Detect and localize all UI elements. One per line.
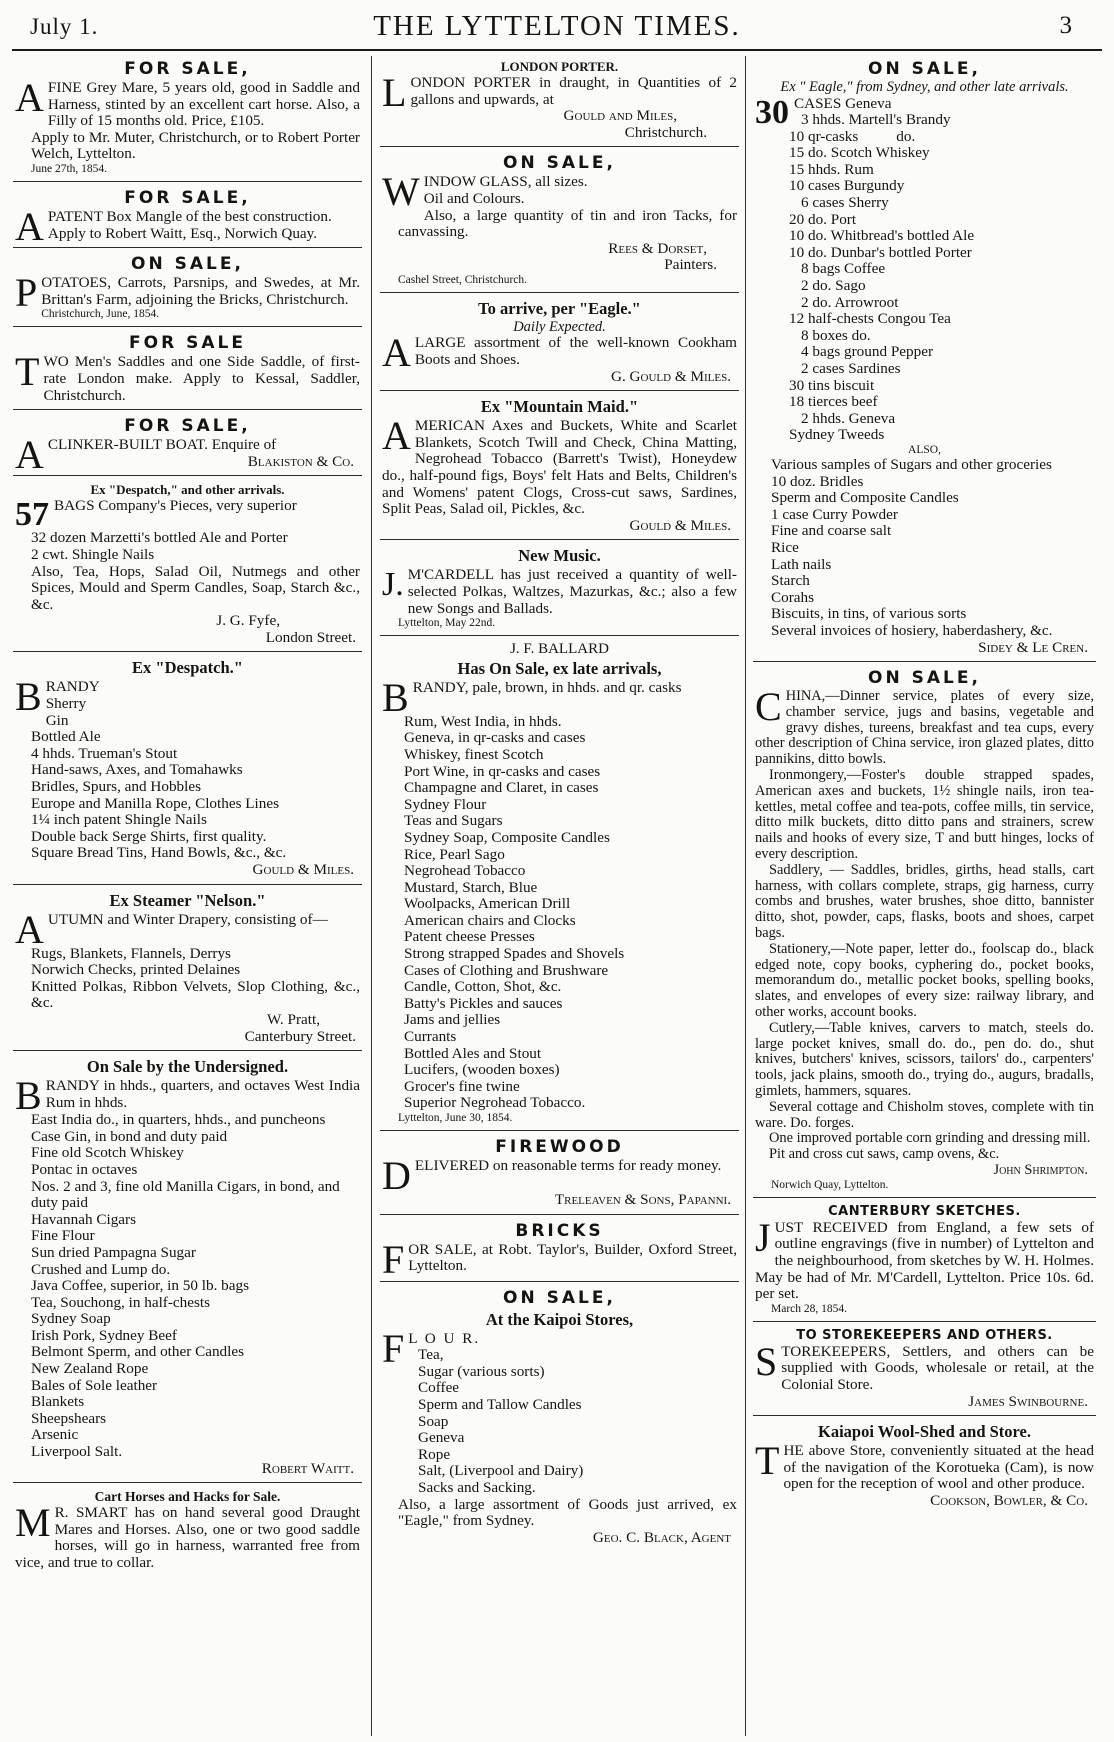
drop-cap: F bbox=[382, 1236, 405, 1282]
ad-eagle-boots bbox=[380, 296, 739, 391]
ad-canterbury-sketches bbox=[753, 1201, 1096, 1322]
list-item: Irish Pork, Sydney Beef bbox=[31, 1326, 177, 1344]
list-item: Sydney Soap, Composite Candles bbox=[404, 828, 610, 846]
list-item: Salt, (Liverpool and Dairy) bbox=[418, 1462, 584, 1480]
drop-cap: W bbox=[382, 169, 420, 215]
ad-body-2: Also, a large quantity of tin and iron Tacks, for canvassing. bbox=[398, 206, 737, 241]
list-item: Knitted Polkas, Ribbon Velvets, Slop Clothing, &c., &c. bbox=[31, 977, 360, 1012]
list-item: Nos. 2 and 3, fine old Manilla Cigars, in bond, and duty paid bbox=[31, 1177, 340, 1212]
ad-signature: Robert Waitt. bbox=[261, 1459, 354, 1477]
list-item: Rugs, Blankets, Flannels, Derrys bbox=[31, 944, 231, 962]
list-item: 6 cases Sherry bbox=[801, 194, 889, 212]
ad-heading: LONDON PORTER. bbox=[500, 59, 619, 74]
list-item: Soap bbox=[418, 1412, 449, 1430]
ad-heading: Ex "Despatch." bbox=[132, 658, 243, 678]
list-item: 10 doz. Bridles bbox=[771, 472, 864, 490]
ad-signature: John Shrimpton. bbox=[993, 1162, 1088, 1178]
ad-address: Cashel Street, Christchurch. bbox=[398, 273, 528, 286]
list-item: 2 hhds. Geneva bbox=[801, 409, 896, 427]
ad-body-2: Also, a large assortment of Goods just arrived, ex "Eagle," from Sydney. bbox=[398, 1495, 737, 1530]
list-item: Fine Flour bbox=[31, 1227, 95, 1245]
ad-heading: Cart Horses and Hacks for Sale. bbox=[94, 1489, 281, 1505]
list-item: Woolpacks, American Drill bbox=[404, 895, 571, 913]
ad-potatoes bbox=[13, 251, 362, 327]
ad-body: LARGE assortment of the well-known Cookham Boots and Shoes. bbox=[414, 334, 737, 369]
list-item: Sydney Soap bbox=[31, 1310, 111, 1328]
ad-paragraph: Stationery,—Note paper, letter do., foolscap do., black edged note, copy books, cyphering do., pocket books, memorandum do., metallic pocket books, spelling books, slates, and envelopes of every size: railway library, and other works, account books. bbox=[755, 940, 1094, 1021]
list-item: Europe and Manilla Rope, Clothes Lines bbox=[31, 794, 280, 812]
list-item: 15 do. Scotch Whiskey bbox=[789, 144, 930, 162]
ad-address: Norwich Quay, Lyttelton. bbox=[771, 1178, 889, 1191]
ad-signature: James Swinbourne. bbox=[968, 1392, 1088, 1410]
ad-heading: FOR SALE bbox=[129, 333, 246, 354]
list-item: Teas and Sugars bbox=[404, 812, 503, 830]
ad-date: June 27th, 1854. bbox=[31, 162, 108, 175]
drop-cap: A bbox=[382, 330, 411, 376]
ad-window-glass bbox=[380, 150, 739, 293]
drop-cap: L bbox=[382, 70, 407, 115]
column-divider bbox=[371, 56, 372, 1736]
list-item: Gin bbox=[45, 711, 69, 729]
list-item: 20 do. Port bbox=[789, 210, 857, 228]
drop-cap: A bbox=[382, 413, 411, 459]
ad-mountain-maid bbox=[380, 394, 739, 540]
list-item: Port Wine, in qr-casks and cases bbox=[404, 762, 601, 780]
drop-cap: B bbox=[15, 674, 42, 720]
ad-paragraph: Ironmongery,—Foster's double strapped spades, American axes and buckets, 1½ shingle nails, iron tea-kettles, metal coffee and tea-pots, coffee mills, tin service, ditto milk buckets, ditto ditto pans and strainers, screw nails and hooks of every size, T and butt hinges, locks of every description. bbox=[755, 767, 1094, 863]
list-item: Sperm and Tallow Candles bbox=[418, 1395, 582, 1413]
list-item: 3 hhds. Martell's Brandy bbox=[801, 111, 951, 129]
list-item: 12 half-chests Congou Tea bbox=[789, 310, 951, 328]
list-item: Strong strapped Spades and Shovels bbox=[404, 945, 625, 963]
ad-heading: FOR SALE, bbox=[124, 59, 251, 79]
ad-signature-address: Christchurch. bbox=[624, 123, 707, 141]
list-item: Hand-saws, Axes, and Tomahawks bbox=[31, 761, 243, 779]
ad-line: Oil and Colours. bbox=[423, 189, 525, 207]
ad-london-porter bbox=[380, 56, 739, 147]
page-number: 3 bbox=[1059, 12, 1072, 39]
ad-body: INDOW GLASS, all sizes. bbox=[423, 173, 588, 191]
list-item: Lath nails bbox=[771, 555, 832, 573]
list-item: Sacks and Sacking. bbox=[418, 1478, 536, 1496]
list-item: Rope bbox=[418, 1445, 451, 1463]
issue-date: July 1. bbox=[30, 14, 99, 39]
ad-paragraph: One improved portable corn grinding and dressing mill. bbox=[769, 1130, 1091, 1147]
column-1 bbox=[13, 56, 362, 1738]
ad-brandy-despatch bbox=[13, 655, 362, 884]
ad-heading: CANTERBURY SKETCHES. bbox=[828, 1203, 1021, 1219]
ad-body: L O U R. bbox=[408, 1329, 481, 1347]
ad-heading: New Music. bbox=[518, 546, 601, 566]
ad-subheading: Ex " Eagle," from Sydney, and other late arrivals. bbox=[780, 79, 1069, 95]
ad-signature: Gould & Miles. bbox=[629, 516, 731, 534]
list-item: East India do., in quarters, hhds., and puncheons bbox=[31, 1111, 326, 1129]
quantity-number: 30 bbox=[755, 93, 789, 131]
ad-kaiapoi-wool-shed bbox=[753, 1419, 1096, 1514]
ad-bricks bbox=[380, 1218, 739, 1282]
list-item: 4 bags ground Pepper bbox=[801, 343, 934, 361]
ad-heading: J. F. BALLARD bbox=[510, 641, 609, 658]
list-item: Candle, Cotton, Shot, &c. bbox=[404, 978, 562, 996]
newspaper-title: THE LYTTELTON TIMES. bbox=[373, 10, 741, 42]
list-item: Crushed and Lump do. bbox=[31, 1260, 171, 1278]
list-item: Fine and coarse salt bbox=[771, 522, 892, 540]
list-item: 2 cases Sardines bbox=[801, 360, 901, 377]
ad-signature: Treleaven & Sons, Papanni. bbox=[554, 1191, 731, 1208]
drop-cap: D bbox=[382, 1153, 411, 1198]
ad-signature: Blakiston & Co. bbox=[247, 452, 354, 470]
ad-eagle-sydney bbox=[753, 56, 1096, 662]
list-item: 2 do. Arrowroot bbox=[801, 293, 899, 311]
list-item: Bottled Ales and Stout bbox=[404, 1044, 542, 1062]
ad-body: UTUMN and Winter Drapery, consisting of— bbox=[47, 910, 328, 928]
ad-body: CLINKER-BUILT BOAT. Enquire of bbox=[47, 436, 277, 454]
ad-body: ONDON PORTER in draught, in Quantities of 2 gallons and upwards, at bbox=[410, 74, 737, 108]
list-item: Starch bbox=[771, 572, 810, 590]
list-item: Arsenic bbox=[31, 1426, 79, 1444]
list-item: Sherry bbox=[45, 695, 87, 713]
list-item: Biscuits, in tins, of various sorts bbox=[771, 605, 967, 623]
ad-body: RANDY, pale, brown, in hhds. and qr. casks bbox=[412, 678, 682, 696]
ad-date: Christchurch, June, 1854. bbox=[41, 308, 160, 321]
drop-cap: A bbox=[15, 906, 44, 952]
ad-body: HINA,—Dinner service, plates of every size, chamber service, jugs and basins, vegetable and gravy dishes, tureens, breakfast and tea cups, every other description of China service, iron glazed plates, ditto pannikins, ditto bowls. bbox=[755, 688, 1094, 768]
ad-signature: Gould & Miles. bbox=[252, 861, 354, 878]
ad-body: FINE Grey Mare, 5 years old, good in Saddle and Harness, stinted by an excellent cart horse. Also, a Filly of 15 months old. Price, £105. bbox=[47, 79, 360, 130]
list-item: Double back Serge Shirts, first quality. bbox=[31, 827, 267, 845]
ad-body: M'CARDELL has just received a quantity of well-selected Polkas, Waltzes, Mazurkas, &c.; also a few new Songs and Ballads. bbox=[407, 566, 737, 617]
ad-body: R. SMART has on hand several good Draught Mares and Horses. Also, one or two good saddle horses, will go in harness, warranted free from vice, and true to collar. bbox=[15, 1504, 360, 1571]
ad-body: OR SALE, at Robt. Taylor's, Builder, Oxford Street, Lyttelton. bbox=[408, 1240, 737, 1275]
ad-paragraph: Pit and cross cut saws, camp ovens, &c. bbox=[769, 1146, 1000, 1163]
list-item: Belmont Sperm, and other Candles bbox=[31, 1343, 245, 1361]
list-item: Tea, bbox=[418, 1346, 444, 1364]
list-item: 2 do. Sago bbox=[801, 277, 866, 295]
list-item: 2 cwt. Shingle Nails bbox=[31, 545, 155, 563]
ad-ballard bbox=[380, 639, 739, 1131]
list-item: Negrohead Tobacco bbox=[404, 862, 526, 880]
ad-apply: Apply to Mr. Muter, Christchurch, or to Robert Porter Welch, Lyttelton. bbox=[31, 128, 360, 163]
ad-signature: Sidey & Le Cren. bbox=[978, 638, 1088, 656]
ad-paragraph: Cutlery,—Table knives, carvers to match, steels do. large pocket knives, small do. do., pen do. do., shut knives, butchers' knives, scissors, tailors' do., carpenters' tools, jack plains, smooth do., trying do., augurs, bradalls, gimlets, hammers, squares. bbox=[755, 1019, 1094, 1100]
list-item: Mustard, Starch, Blue bbox=[404, 878, 538, 896]
list-item: New Zealand Rope bbox=[31, 1360, 149, 1378]
list-item: 10 cases Burgundy bbox=[789, 177, 905, 195]
list-item: Sheepshears bbox=[31, 1409, 107, 1427]
list-item: 32 dozen Marzetti's bottled Ale and Porter bbox=[31, 529, 288, 547]
ad-paragraph: Saddlery, — Saddles, bridles, girths, head stalls, cart harness, with collars complete, straps, gig harness, curry combs and brushes, water brushes, shoe ditto, bannister ditto, shot, powder, caps, flasks, boots and shoes, carpet bags. bbox=[755, 861, 1094, 942]
masthead bbox=[30, 8, 1084, 48]
list-item: 10 do. Dunbar's bottled Porter bbox=[789, 243, 972, 261]
ad-body: ELIVERED on reasonable terms for ready money. bbox=[414, 1157, 722, 1174]
list-item: Coffee bbox=[418, 1379, 460, 1397]
ad-subheading: Daily Expected. bbox=[513, 318, 606, 335]
drop-cap: M bbox=[15, 1500, 51, 1546]
ad-heading: On Sale by the Undersigned. bbox=[86, 1057, 289, 1077]
ad-body: UST RECEIVED from England, a few sets of outline engravings (five in number) of Lyttelton and the neighbourhood, from sketches by W. H. Holmes. May be had of Mr. M'Cardell, Lyttelton. Price 10s. 6d. per set. bbox=[755, 1218, 1094, 1303]
list-item: Corahs bbox=[771, 588, 815, 606]
ad-firewood bbox=[380, 1134, 739, 1215]
ad-cart-horses bbox=[13, 1486, 362, 1576]
list-item: 4 hhds. Trueman's Stout bbox=[31, 744, 178, 762]
list-item: 30 tins biscuit bbox=[789, 376, 875, 394]
list-item: 8 bags Coffee bbox=[801, 260, 886, 278]
list-item: 10 qr-casks do. bbox=[789, 127, 916, 145]
ad-storekeepers bbox=[753, 1325, 1096, 1416]
ad-heading: ON SALE, bbox=[503, 153, 616, 174]
list-item: Grocer's fine twine bbox=[404, 1077, 520, 1095]
ad-heading: FOR SALE, bbox=[124, 187, 251, 208]
column-2 bbox=[380, 56, 739, 1738]
ad-signature-role: Painters. bbox=[664, 256, 717, 274]
ad-body: RANDY in hhds., quarters, and octaves West India Rum in hhds. bbox=[45, 1077, 360, 1111]
list-item: Sun dried Pampagna Sugar bbox=[31, 1243, 196, 1261]
drop-cap: J bbox=[755, 1214, 771, 1260]
drop-cap: P bbox=[15, 270, 38, 316]
ad-signature: G. Gould & Miles. bbox=[610, 367, 731, 385]
list-item: Patent cheese Presses bbox=[404, 928, 535, 946]
ad-paragraph: Several cottage and Chisholm stoves, complete with tin ware. Do. forges. bbox=[755, 1098, 1094, 1131]
ad-body: RANDY bbox=[45, 678, 100, 696]
ad-kaipoi-stores bbox=[380, 1285, 739, 1552]
list-item: Bottled Ale bbox=[31, 728, 101, 746]
ad-heading: FOR SALE, bbox=[124, 416, 251, 437]
drop-cap: S bbox=[755, 1338, 778, 1384]
ad-body: TOREKEEPERS, Settlers, and others can be supplied with Goods, wholesale or retail, at the Colonial Store. bbox=[781, 1342, 1094, 1393]
ad-date: Lyttelton, June 30, 1854. bbox=[398, 1112, 513, 1124]
ad-signature: W. Pratt, bbox=[266, 1010, 320, 1028]
ad-heading: ON SALE, bbox=[868, 59, 981, 79]
column-3 bbox=[753, 56, 1096, 1738]
ad-despatch-arrivals bbox=[13, 479, 362, 652]
ad-body: WO Men's Saddles and one Side Saddle, of first-rate London make. Apply to Kessal, Saddler, Christchurch. bbox=[43, 353, 360, 404]
list-item: Various samples of Sugars and other groceries bbox=[771, 455, 1052, 473]
ad-heading: ON SALE, bbox=[131, 254, 244, 275]
list-item: Havannah Cigars bbox=[31, 1210, 137, 1228]
ad-heading: ON SALE, bbox=[868, 668, 981, 689]
ad-subheading: At the Kaipoi Stores, bbox=[485, 1309, 634, 1329]
list-item: Geneva bbox=[418, 1429, 465, 1447]
list-item: Sydney Tweeds bbox=[789, 426, 885, 444]
ad-new-music bbox=[380, 543, 739, 636]
ad-apply: Apply to Robert Waitt, Esq., Norwich Quay. bbox=[47, 224, 318, 242]
list-item: Lucifers, (wooden boxes) bbox=[404, 1061, 560, 1079]
ad-heading: FIREWOOD bbox=[495, 1137, 624, 1157]
list-item: Batty's Pickles and sauces bbox=[404, 994, 563, 1012]
drop-cap: A bbox=[15, 203, 44, 249]
drop-cap: B bbox=[382, 674, 409, 720]
ad-body: BAGS Company's Pieces, very superior bbox=[54, 497, 297, 515]
list-item: Pontac in octaves bbox=[31, 1160, 138, 1178]
list-item: Tea, Souchong, in half-chests bbox=[31, 1293, 211, 1311]
list-item: Cases of Clothing and Brushware bbox=[404, 961, 609, 979]
ad-heading: To arrive, per "Eagle." bbox=[478, 298, 641, 318]
ad-also-label: ALSO, bbox=[908, 443, 941, 456]
ad-heading: BRICKS bbox=[515, 1220, 604, 1241]
drop-cap: T bbox=[15, 349, 40, 395]
ad-undersigned bbox=[13, 1054, 362, 1483]
list-item: 10 do. Whitbread's bottled Ale bbox=[789, 227, 975, 245]
ad-signature: Geo. C. Black, Agent bbox=[592, 1528, 731, 1546]
drop-cap: A bbox=[15, 432, 44, 478]
ad-date: March 28, 1854. bbox=[771, 1302, 848, 1315]
list-item: Superior Negrohead Tobacco. bbox=[404, 1094, 586, 1112]
header-rule bbox=[12, 49, 1102, 51]
list-item: Rum, West India, in hhds. bbox=[404, 712, 562, 730]
list-item: American chairs and Clocks bbox=[404, 911, 576, 929]
ad-china-ironmongery bbox=[753, 665, 1096, 1198]
list-item: Fine old Scotch Whiskey bbox=[31, 1144, 184, 1162]
ad-clinker-boat bbox=[13, 413, 362, 476]
drop-cap: J. bbox=[382, 566, 404, 604]
drop-cap: A bbox=[15, 75, 44, 120]
list-item: 1 case Curry Powder bbox=[771, 505, 898, 523]
ad-signature: Rees & Dorset, bbox=[608, 239, 707, 257]
drop-cap: T bbox=[755, 1438, 780, 1484]
quantity-number: 57 bbox=[15, 496, 49, 534]
drop-cap: B bbox=[15, 1073, 42, 1119]
ad-signature: Cookson, Bowler, & Co. bbox=[930, 1491, 1088, 1509]
list-item: Rice bbox=[771, 538, 799, 556]
list-item: Jams and jellies bbox=[404, 1011, 501, 1029]
list-item: Champagne and Claret, in cases bbox=[404, 779, 599, 797]
ad-heading: Ex Steamer "Nelson." bbox=[109, 890, 266, 910]
ad-box-mangle bbox=[13, 185, 362, 248]
list-item: Square Bread Tins, Hand Bowls, &c., &c. bbox=[31, 844, 287, 862]
list-item: Bales of Sole leather bbox=[31, 1376, 158, 1394]
ad-signature-address: London Street. bbox=[265, 628, 356, 646]
ad-date: Lyttelton, May 22nd. bbox=[398, 617, 496, 630]
list-item: Currants bbox=[404, 1028, 457, 1046]
list-item: Geneva, in qr-casks and cases bbox=[404, 729, 586, 747]
ad-grey-mare bbox=[13, 56, 362, 182]
ad-body: MERICAN Axes and Buckets, White and Scarlet Blankets, Scotch Twill and Check, China Matting, Negrohead Tobacco (Barrett's Twist), Honeydew do., half-pound figs, Boys' felt Hats and Belts, Children's and Womens' patent Clogs, Cross-cut saws, Sardines, Split Peas, Salad oil, Pickles, &c. bbox=[382, 417, 737, 518]
ad-signature: Gould and Miles, bbox=[563, 107, 677, 125]
list-item: Blankets bbox=[31, 1393, 85, 1411]
ad-heading: ON SALE, bbox=[503, 1287, 616, 1308]
list-item: Sydney Flour bbox=[404, 795, 487, 813]
column-divider bbox=[745, 56, 746, 1736]
list-item: Rice, Pearl Sago bbox=[404, 845, 505, 863]
list-item: Norwich Checks, printed Delaines bbox=[31, 961, 241, 979]
list-item: Case Gin, in bond and duty paid bbox=[31, 1127, 228, 1145]
list-item: Java Coffee, superior, in 50 lb. bags bbox=[31, 1277, 250, 1295]
ad-heading: Ex "Mountain Maid." bbox=[480, 397, 639, 417]
ad-body: OTATOES, Carrots, Parsnips, and Swedes, at Mr. Brittan's Farm, adjoining the Bricks, Christchurch. bbox=[41, 274, 360, 308]
list-item: Also, Tea, Hops, Salad Oil, Nutmegs and other Spices, Mould and Sperm Candles, Soap, Starch &c., &c. bbox=[31, 562, 360, 613]
list-item: Sperm and Composite Candles bbox=[771, 489, 959, 507]
ad-steamer-nelson bbox=[13, 888, 362, 1052]
drop-cap: F bbox=[382, 1325, 405, 1371]
ad-subheading: Has On Sale, ex late arrivals, bbox=[457, 658, 662, 678]
ad-body: CASES Geneva bbox=[794, 94, 892, 112]
ad-heading: TO STOREKEEPERS AND OTHERS. bbox=[796, 1327, 1053, 1343]
list-item: 1¼ inch patent Shingle Nails bbox=[31, 811, 207, 829]
ad-signature: J. G. Fyfe, bbox=[216, 612, 280, 630]
ad-heading: Ex "Despatch," and other arrivals. bbox=[90, 482, 285, 498]
list-item: Liverpool Salt. bbox=[31, 1443, 123, 1461]
ad-signature-address: Canterbury Street. bbox=[244, 1027, 356, 1045]
list-item: Several invoices of hosiery, haberdashery, &c. bbox=[771, 621, 1053, 639]
list-item: 18 tierces beef bbox=[789, 393, 878, 411]
list-item: 15 hhds. Rum bbox=[789, 160, 874, 178]
ad-saddles bbox=[13, 330, 362, 410]
ad-heading: Kaiapoi Wool-Shed and Store. bbox=[817, 1422, 1032, 1442]
ad-body: HE above Store, conveniently situated at the head of the navigation of the Korotueka (Cam), is now open for the reception of wool and other produce. bbox=[783, 1442, 1094, 1493]
list-item: Bridles, Spurs, and Hobbles bbox=[31, 778, 202, 796]
list-item: 8 boxes do. bbox=[801, 326, 871, 344]
list-item: Whiskey, finest Scotch bbox=[404, 745, 544, 763]
drop-cap: C bbox=[755, 684, 782, 730]
list-item: Sugar (various sorts) bbox=[418, 1362, 545, 1380]
ad-body: PATENT Box Mangle of the best construction. bbox=[47, 207, 332, 225]
